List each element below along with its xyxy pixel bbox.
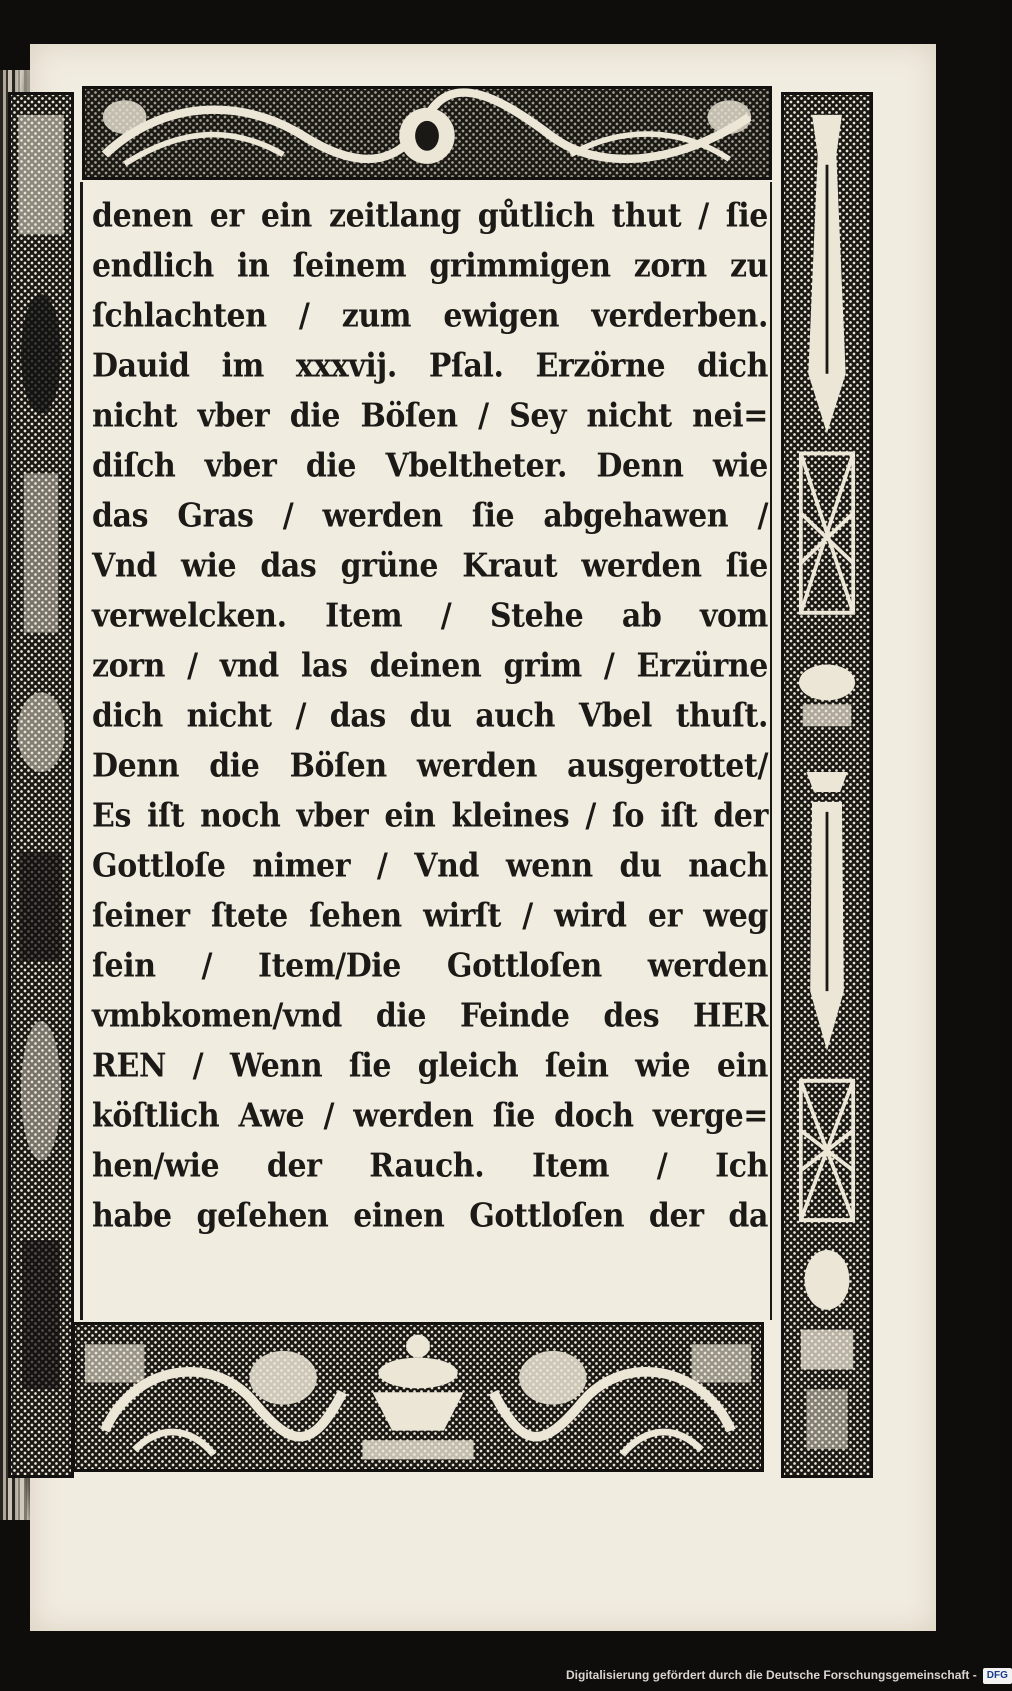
right-ornamental-border — [781, 92, 873, 1478]
text-line: ſchlachten / zum ewigen verderben. — [92, 297, 768, 336]
text-line: vmbkomen/vnd die Feinde des HER — [92, 997, 768, 1036]
text-line: zorn / vnd las deinen grim / Erzürne — [92, 647, 768, 686]
text-line: Denn die Böſen werden ausgerottet/ — [92, 747, 768, 786]
dfg-logo: DFG — [983, 1668, 1012, 1684]
text-line: dich nicht / das du auch Vbel thuſt. — [92, 697, 768, 736]
text-line: REN / Wenn ſie gleich ſein wie ein — [92, 1047, 768, 1086]
text-line: Es iſt noch vber ein kleines / ſo iſt der — [92, 797, 768, 836]
digitization-credit — [566, 1664, 1008, 1686]
page-text — [92, 192, 768, 1317]
text-line: ſein / Item/Die Gottloſen werden — [92, 947, 768, 986]
text-line: denen er ein zeitlang gůtlich thut / ſie — [92, 197, 768, 236]
text-line: hen/wie der Rauch. Item / Ich — [92, 1147, 768, 1186]
text-line: ſeiner ſtete ſehen wirſt / wird er weg — [92, 897, 768, 936]
text-line: Vnd wie das grüne Kraut werden ſie — [92, 547, 768, 586]
text-line: verwelcken. Item / Stehe ab vom — [92, 597, 768, 636]
text-line: diſch vber die Vbeltheter. Denn wie — [92, 447, 768, 486]
credit-text: Digitalisierung gefördert durch die Deutsche Forschungsgemeinschaft - — [566, 1668, 977, 1682]
text-line: das Gras / werden ſie abgehawen / — [92, 497, 768, 536]
text-line: Gottloſe nimer / Vnd wenn du nach — [92, 847, 768, 886]
top-ornamental-border — [82, 86, 772, 180]
bottom-ornamental-border — [72, 1322, 764, 1472]
text-line: köſtlich Awe / werden ſie doch verge= — [92, 1097, 768, 1136]
text-line: endlich in ſeinem grimmigen zorn zu — [92, 247, 768, 286]
text-line: habe geſehen einen Gottloſen der da — [92, 1197, 768, 1236]
text-line: Dauid im xxxvij. Pſal. Erzörne dich — [92, 347, 768, 386]
left-ornamental-border — [8, 92, 74, 1478]
text-line: nicht vber die Böſen / Sey nicht nei= — [92, 397, 768, 436]
